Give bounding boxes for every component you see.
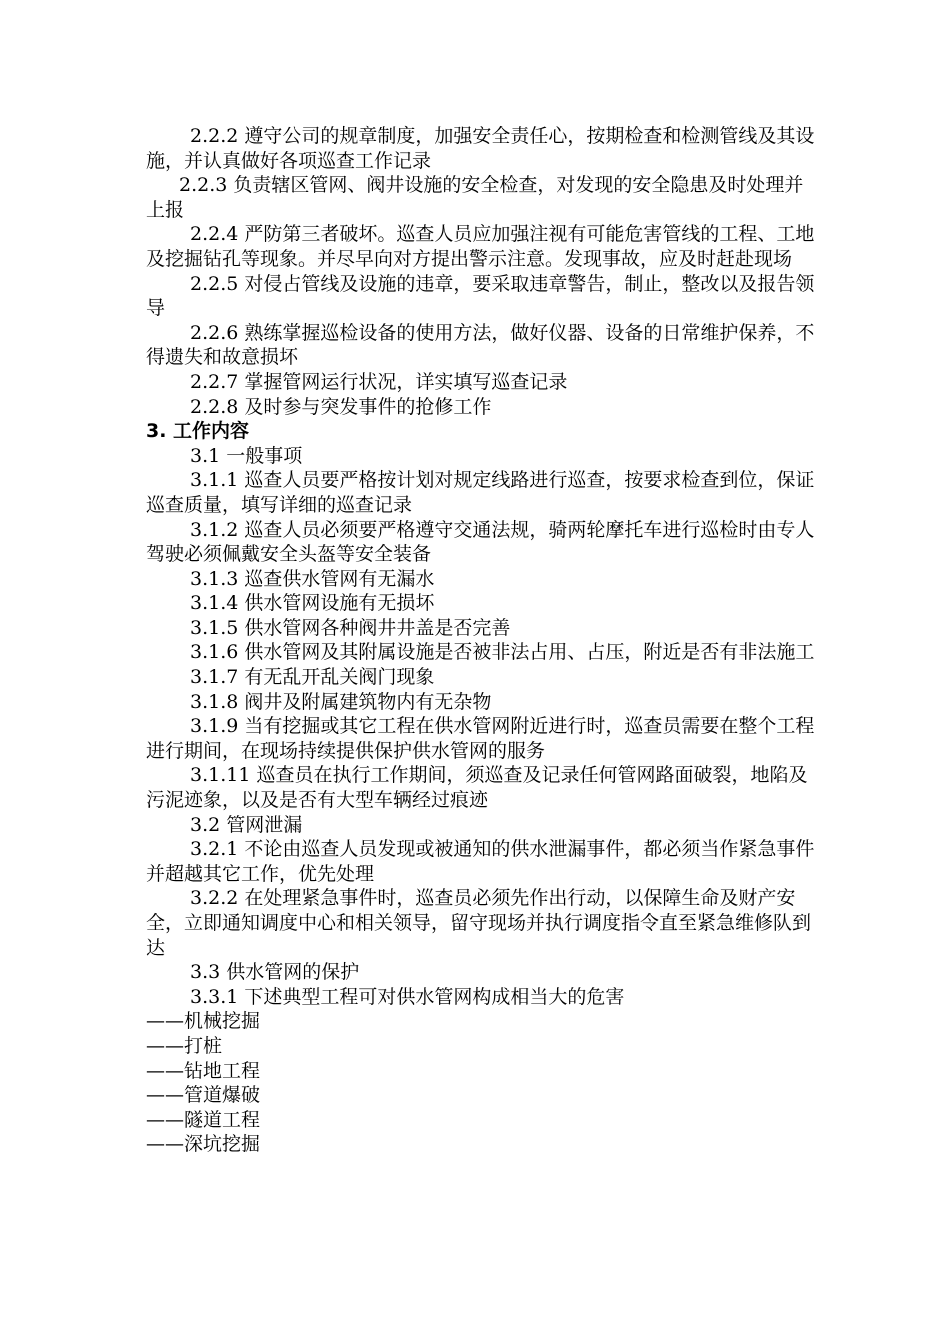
paragraph-2-2-5: 2.2.5 对侵占管线及设施的违章，要采取违章警告，制止，整改以及报告领导	[146, 272, 815, 320]
paragraph-3-3-1: 3.3.1 下述典型工程可对供水管网构成相当大的危害	[190, 985, 625, 1008]
subsection-heading-3-1: 3.1 一般事项	[190, 444, 303, 467]
hazard-list-item: ——管道爆破	[146, 1084, 261, 1107]
paragraph-3-2-2: 3.2.2 在处理紧急事件时，巡查员必须先作出行动，以保障生命及财产安全，立即通知调度中心和相关领导，留守现场并执行调度指令直至紧急维修队到达	[146, 887, 812, 959]
paragraph-3-1-3: 3.1.3 巡查供水管网有无漏水	[190, 567, 435, 590]
paragraph-3-1-11: 3.1.11 巡查员在执行工作期间，须巡查及记录任何管网路面破裂，地陷及污泥迹象，以及是否有大型车辆经过痕迹	[146, 764, 808, 812]
paragraph-2-2-8: 2.2.8 及时参与突发事件的抢修工作	[190, 395, 492, 418]
paragraph-3-1-5: 3.1.5 供水管网各种阀井井盖是否完善	[190, 616, 511, 639]
paragraph-3-1-1: 3.1.1 巡查人员要严格按计划对规定线路进行巡查，按要求检查到位，保证巡查质量，填写详细的巡查记录	[146, 469, 815, 516]
paragraph-3-1-7: 3.1.7 有无乱开乱关阀门现象	[190, 666, 435, 689]
hazard-list-item: ——隧道工程	[146, 1108, 261, 1131]
paragraph-3-1-8: 3.1.8 阀井及附属建筑物内有无杂物	[190, 690, 492, 713]
paragraph-3-2-1: 3.2.1 不论由巡查人员发现或被通知的供水泄漏事件，都必须当作紧急事件并超越其它工作，优先处理	[146, 838, 815, 885]
hazard-list-item: ——打桩	[146, 1034, 223, 1057]
document-body	[146, 124, 816, 1157]
hazard-list-item: ——钻地工程	[146, 1059, 261, 1082]
paragraph-2-2-3: 2.2.3 负责辖区管网、阀井设施的安全检查，对发现的安全隐患及时处理并上报	[146, 174, 804, 221]
paragraph-2-2-2: 2.2.2 遵守公司的规章制度，加强安全责任心，按期检查和检测管线及其设施，并认真做好各项巡查工作记录	[146, 125, 815, 172]
paragraph-2-2-7: 2.2.7 掌握管网运行状况，详实填写巡查记录	[190, 370, 568, 393]
hazard-list-item: ——机械挖掘	[146, 1010, 261, 1033]
subsection-heading-3-2: 3.2 管网泄漏	[190, 813, 303, 836]
paragraph-3-1-9: 3.1.9 当有挖掘或其它工程在供水管网附近进行时，巡查员需要在整个工程进行期间，在现场持续提供保护供水管网的服务	[146, 715, 815, 762]
paragraph-2-2-4: 2.2.4 严防第三者破坏。巡查人员应加强注视有可能危害管线的工程、工地及挖掘钻孔等现象。并尽早向对方提出警示注意。发现事故，应及时赶赴现场	[146, 223, 815, 270]
subsection-heading-3-3: 3.3 供水管网的保护	[190, 961, 360, 984]
hazard-list-item: ——深坑挖掘	[146, 1133, 261, 1156]
paragraph-3-1-4: 3.1.4 供水管网设施有无损坏	[190, 592, 435, 615]
paragraph-3-1-6: 3.1.6 供水管网及其附属设施是否被非法占用、占压，附近是否有非法施工	[190, 641, 815, 664]
paragraph-2-2-6: 2.2.6 熟练掌握巡检设备的使用方法，做好仪器、设备的日常维护保养，不得遗失和故意损坏	[146, 321, 815, 369]
section-heading-3: 3. 工作内容	[146, 420, 250, 443]
paragraph-3-1-2: 3.1.2 巡查人员必须要严格遵守交通法规，骑两轮摩托车进行巡检时由专人驾驶必须佩戴安全头盔等安全装备	[146, 518, 815, 566]
